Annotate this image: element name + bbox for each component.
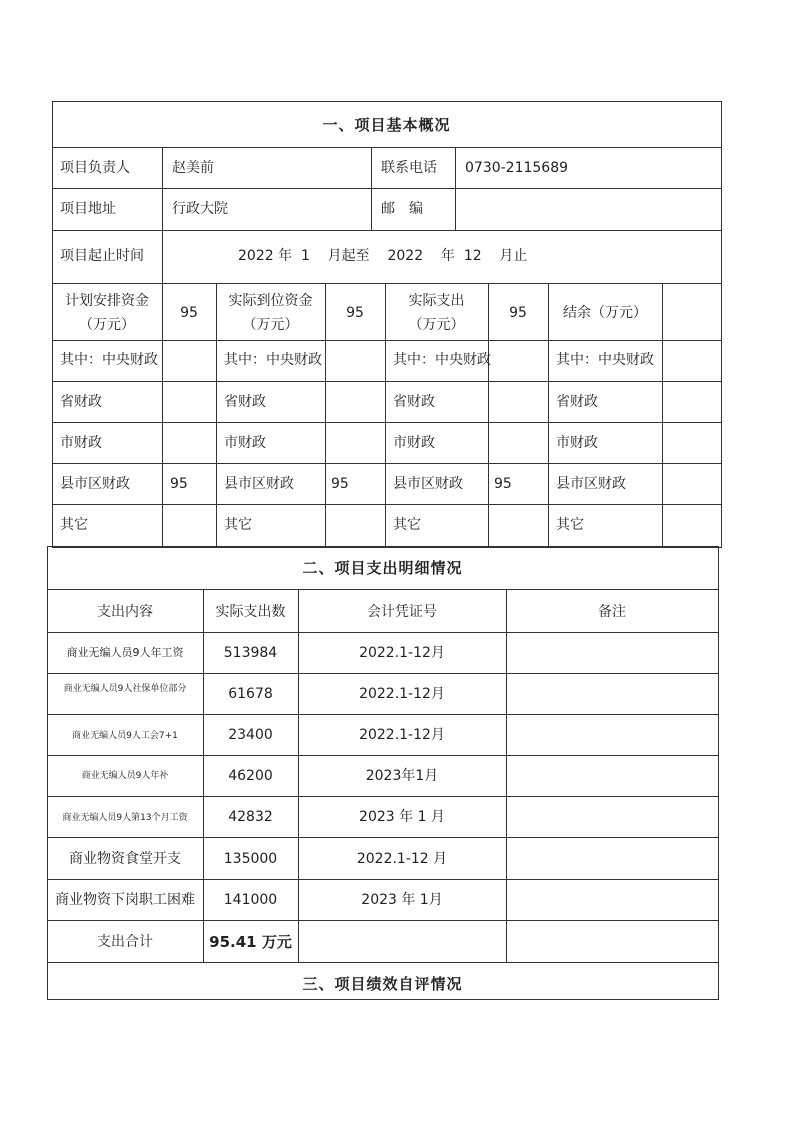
divider	[47, 879, 718, 880]
expense-amount: 141000	[223, 892, 278, 908]
funding-row-label: 省财政	[224, 394, 266, 410]
funding-row-label: 市财政	[556, 435, 598, 451]
column-header: 备注	[598, 604, 626, 620]
total-value: 95.41 万元	[209, 933, 292, 951]
postcode-label: 邮 编	[381, 201, 423, 217]
divider	[52, 147, 721, 148]
funding-row-label: 市财政	[393, 435, 435, 451]
section-title-detail: 二、项目支出明细情况	[302, 559, 463, 577]
divider	[47, 714, 718, 715]
total-label: 支出合计	[97, 934, 153, 950]
divider	[47, 962, 718, 963]
received-value: 95	[346, 305, 364, 321]
planned-label-line2: （万元）	[79, 317, 135, 333]
divider	[162, 283, 163, 546]
divider	[506, 589, 507, 962]
spent-label-line2: （万元）	[408, 317, 465, 333]
spent-value: 95	[509, 305, 527, 321]
divider	[47, 796, 718, 797]
divider	[455, 147, 456, 230]
divider	[52, 422, 721, 423]
divider	[162, 147, 163, 283]
funding-row-label: 其中：中央财政	[556, 352, 654, 368]
divider	[52, 504, 721, 505]
period-value: 2022 年 1 月起至 2022 年 12 月止	[238, 248, 528, 264]
divider	[662, 283, 663, 546]
divider	[52, 283, 721, 284]
expense-content: 商业无编人员9人工会7+1	[72, 731, 178, 741]
expense-voucher: 2022.1-12月	[359, 727, 445, 743]
section-title-performance: 三、项目绩效自评情况	[302, 975, 463, 993]
leader-value: 赵美前	[172, 160, 214, 176]
expense-amount: 42832	[228, 809, 273, 825]
divider	[47, 920, 718, 921]
funding-row-value: 95	[170, 476, 188, 492]
expense-amount: 513984	[223, 645, 278, 661]
funding-row-label: 市财政	[224, 435, 266, 451]
address-value: 行政大院	[172, 201, 228, 217]
expense-voucher: 2022.1-12月	[359, 645, 445, 661]
funding-row-label: 其中：中央财政	[393, 352, 491, 368]
funding-row-label: 其中：中央财政	[60, 352, 158, 368]
expense-amount: 46200	[228, 768, 273, 784]
expense-voucher: 2023年1月	[365, 768, 439, 784]
funding-row-value: 95	[331, 476, 349, 492]
funding-row-label: 县市区财政	[556, 476, 626, 492]
expense-content: 商业无编人员9人年工资	[66, 646, 184, 659]
column-header: 支出内容	[97, 604, 153, 620]
expense-content: 商业无编人员9人社保单位部分	[63, 684, 187, 694]
divider	[47, 837, 718, 838]
divider	[52, 340, 721, 341]
expense-content: 商业无编人员9人第13个月工资	[62, 813, 188, 823]
funding-row-label: 县市区财政	[60, 476, 130, 492]
divider	[371, 147, 372, 230]
expense-amount: 23400	[228, 727, 273, 743]
funding-row-label: 其它	[393, 517, 421, 533]
received-label-line1: 实际到位资金	[228, 293, 313, 309]
expense-content: 商业无编人员9人年补	[81, 771, 169, 781]
expense-amount: 61678	[228, 686, 273, 702]
divider	[47, 673, 718, 674]
divider	[52, 381, 721, 382]
expense-voucher: 2023 年 1 月	[359, 809, 445, 825]
phone-value: 0730-2115689	[465, 160, 569, 176]
phone-label: 联系电话	[381, 160, 437, 176]
spent-label-line1: 实际支出	[408, 293, 465, 309]
received-label-line2: （万元）	[242, 317, 299, 333]
divider	[47, 755, 718, 756]
funding-row-label: 其中：中央财政	[224, 352, 322, 368]
funding-row-label: 省财政	[556, 394, 598, 410]
expense-content: 商业物资食堂开支	[69, 851, 181, 867]
column-header: 会计凭证号	[367, 604, 437, 620]
expense-voucher: 2022.1-12 月	[356, 851, 448, 867]
divider	[52, 463, 721, 464]
planned-value: 95	[180, 305, 198, 321]
divider	[47, 589, 718, 590]
funding-row-label: 其它	[60, 517, 88, 533]
address-label: 项目地址	[60, 201, 116, 217]
leader-label: 项目负责人	[60, 160, 130, 176]
expense-content: 商业物资下岗职工困难	[55, 892, 195, 908]
planned-label-line1: 计划安排资金	[65, 293, 149, 309]
funding-row-label: 其它	[556, 517, 584, 533]
balance-label: 结余（万元）	[563, 305, 647, 321]
divider	[52, 188, 721, 189]
divider	[548, 283, 549, 546]
divider	[325, 283, 326, 546]
expense-voucher: 2023 年 1月	[361, 892, 443, 908]
section-title-basic: 一、项目基本概况	[322, 116, 451, 134]
funding-row-label: 县市区财政	[393, 476, 463, 492]
funding-row-value: 95	[494, 476, 512, 492]
period-label: 项目起止时间	[60, 248, 144, 264]
divider	[488, 283, 489, 546]
funding-row-label: 市财政	[60, 435, 102, 451]
divider	[47, 632, 718, 633]
column-header: 实际支出数	[215, 604, 286, 620]
expense-voucher: 2022.1-12月	[359, 686, 445, 702]
funding-row-label: 省财政	[393, 394, 435, 410]
funding-row-label: 其它	[224, 517, 252, 533]
funding-row-label: 省财政	[60, 394, 102, 410]
divider	[52, 230, 721, 231]
funding-row-label: 县市区财政	[224, 476, 294, 492]
expense-amount: 135000	[223, 851, 278, 867]
